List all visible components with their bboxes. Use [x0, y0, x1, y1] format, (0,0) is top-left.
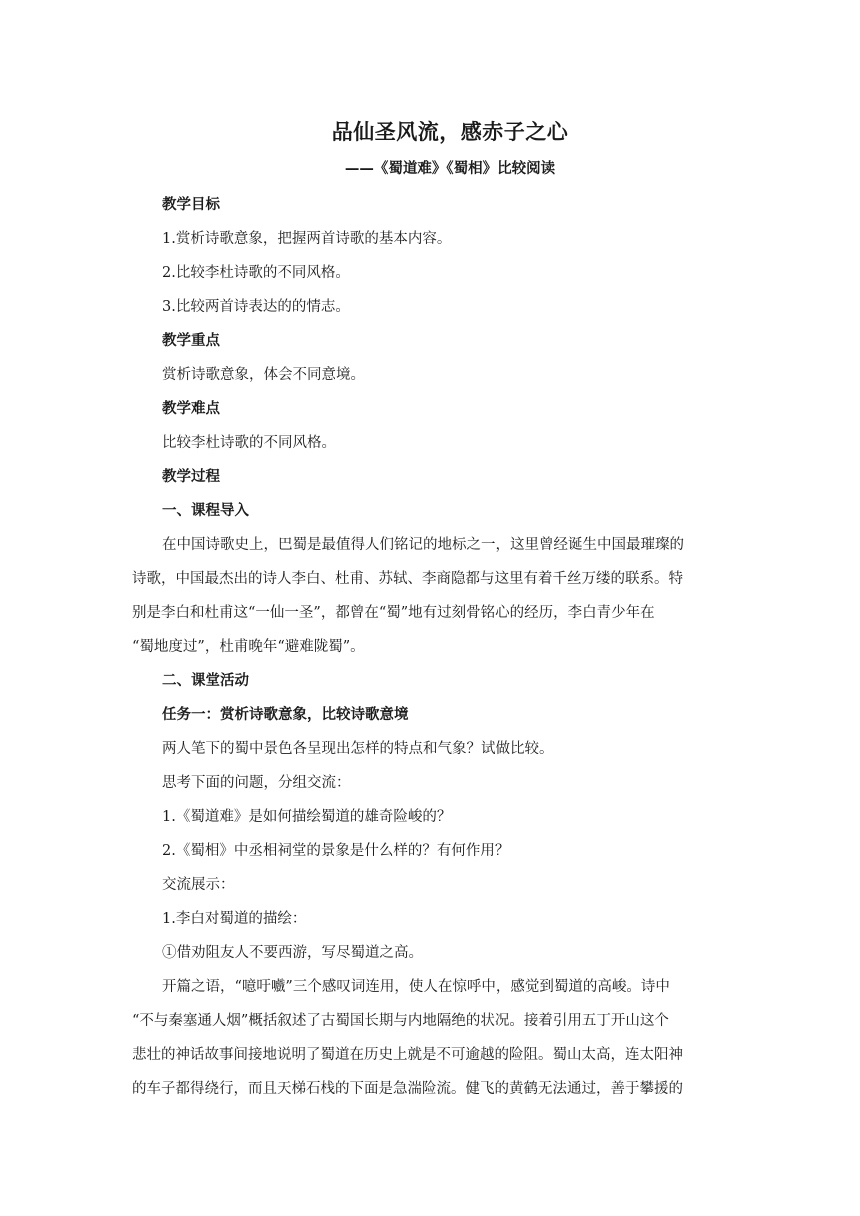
focus-text: 赏析诗歌意象，体会不同意境。: [162, 367, 365, 383]
goal-item: 1.赏析诗歌意象，把握两首诗歌的基本内容。: [162, 231, 452, 247]
goal-item: 3.比较两首诗表达的的情志。: [162, 299, 350, 315]
intro-line: 在中国诗歌史上，巴蜀是最值得人们铭记的地标之一，这里曾经诞生中国最璀璨的: [162, 537, 684, 553]
process-heading: 教学过程: [162, 469, 220, 485]
point-1a: ①借劝阻友人不要西游，写尽蜀道之高。: [162, 945, 423, 961]
intro-paragraph: [132, 528, 732, 664]
intro-line: “蜀地度过”，杜甫晚年“避难陇蜀”。: [132, 639, 365, 655]
question-1: 1.《蜀道难》是如何描绘蜀道的雄奇险峻的？: [162, 809, 452, 825]
document-subtitle: ——《蜀道难》《蜀相》比较阅读: [344, 161, 556, 177]
think-prompt: 思考下面的问题，分组交流：: [162, 775, 351, 791]
section2-heading: 二、课堂活动: [162, 673, 249, 689]
point-1: 1.李白对蜀道的描绘：: [162, 911, 307, 927]
analysis-line: “不与秦塞通人烟”概括叙述了古蜀国长期与内地隔绝的状况。接着引用五丁开山这个: [132, 1013, 669, 1029]
section1-heading: 一、课程导入: [162, 503, 249, 519]
intro-line: 别是李白和杜甫这“一仙一圣”，都曾在“蜀”地有过刻骨铭心的经历，李白青少年在: [132, 605, 655, 621]
focus-heading: 教学重点: [162, 333, 220, 349]
goals-heading: 教学目标: [162, 197, 220, 213]
task1-heading: 任务一：赏析诗歌意象，比较诗歌意境: [162, 707, 409, 723]
document-body: [132, 188, 732, 1106]
analysis-paragraph: [132, 970, 732, 1106]
document-title: 品仙圣风流，感赤子之心: [331, 120, 569, 144]
analysis-line: 悲壮的神话故事间接地说明了蜀道在历史上就是不可逾越的险阻。蜀山太高，连太阳神: [132, 1047, 683, 1063]
analysis-line: 开篇之语，“噫吁嚱”三个感叹词连用，使人在惊呼中，感觉到蜀道的高峻。诗中: [162, 979, 670, 995]
question-2: 2.《蜀相》中丞相祠堂的景象是什么样的？有何作用？: [162, 843, 510, 859]
task1-prompt: 两人笔下的蜀中景色各呈现出怎样的特点和气象？试做比较。: [162, 741, 554, 757]
difficulty-text: 比较李杜诗歌的不同风格。: [162, 435, 336, 451]
goal-item: 2.比较李杜诗歌的不同风格。: [162, 265, 350, 281]
difficulty-heading: 教学难点: [162, 401, 220, 417]
analysis-line: 的车子都得绕行，而且天梯石栈的下面是急湍险流。健飞的黄鹤无法通过，善于攀援的: [132, 1081, 683, 1097]
intro-line: 诗歌，中国最杰出的诗人李白、杜甫、苏轼、李商隐都与这里有着千丝万缕的联系。特: [132, 571, 683, 587]
share-label: 交流展示：: [162, 877, 235, 893]
